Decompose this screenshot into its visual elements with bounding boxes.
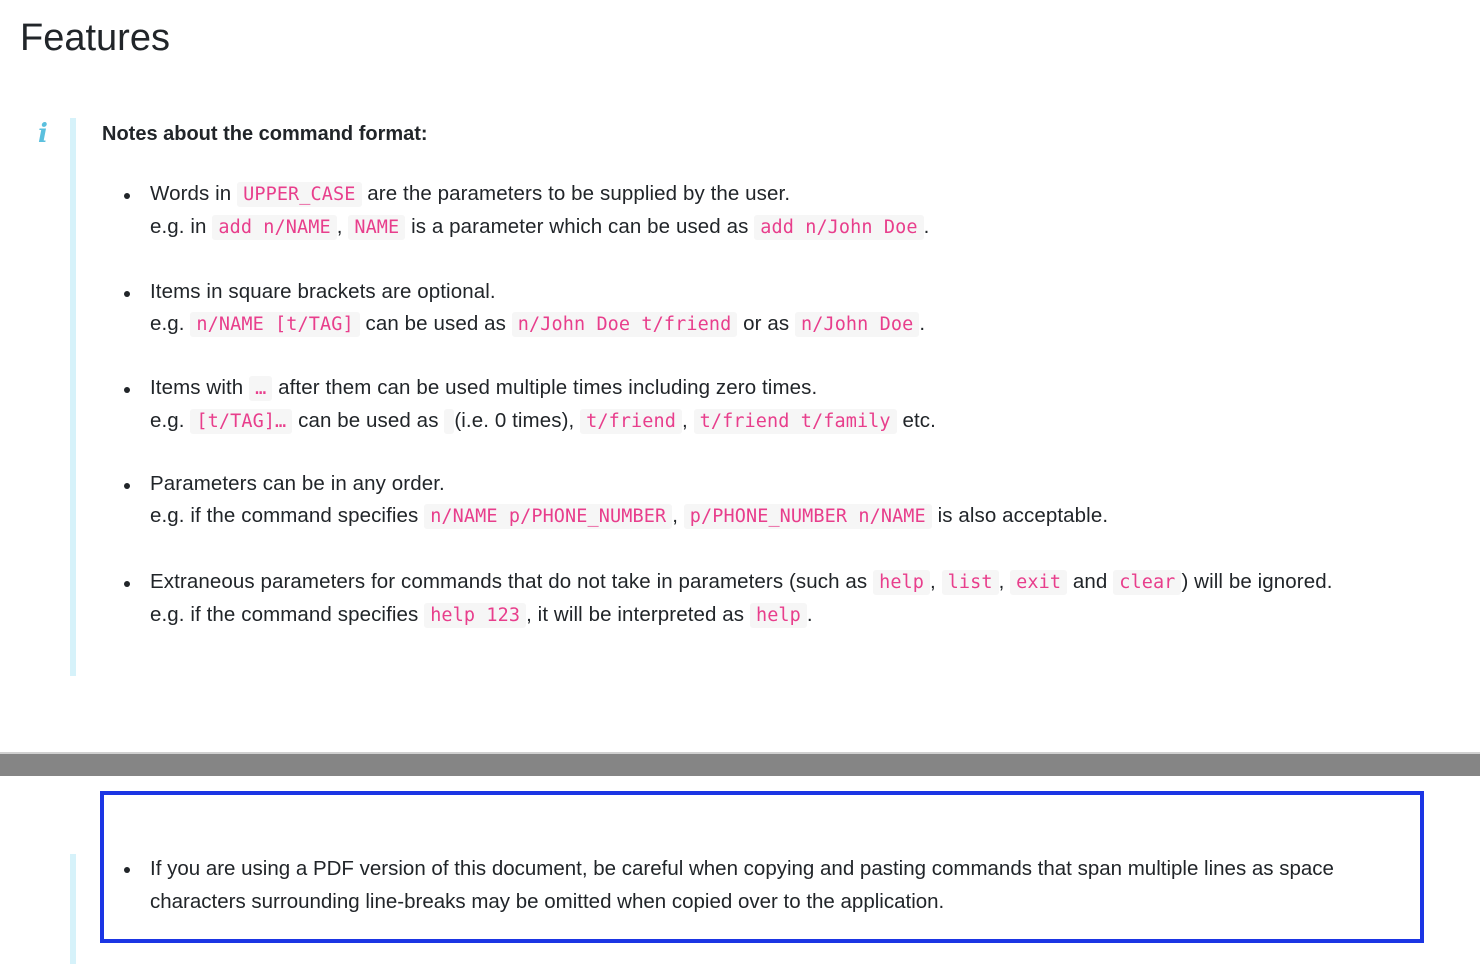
code-snippet: exit — [1010, 570, 1067, 595]
code-snippet: list — [942, 570, 999, 595]
text: and — [1067, 570, 1114, 593]
text: are the parameters to be supplied by the user. — [361, 182, 791, 205]
text: e.g. if the command specifies — [150, 504, 425, 527]
code-snippet: NAME — [348, 215, 405, 240]
list-item — [150, 276, 1420, 372]
text: or as — [737, 312, 795, 335]
text: e.g. in — [150, 215, 213, 238]
text: Words in — [150, 182, 238, 205]
text: is also acceptable. — [931, 504, 1109, 527]
page-title: Features — [20, 17, 170, 59]
text: can be used as — [359, 312, 512, 335]
text: , — [998, 570, 1011, 593]
list-item — [150, 178, 1420, 276]
code-snippet: … — [249, 376, 272, 401]
text: , — [336, 215, 349, 238]
text: after them can be used multiple times including zero times. — [272, 376, 818, 399]
code-snippet: t/friend t/family — [694, 409, 897, 434]
code-snippet: help — [873, 570, 930, 595]
text: Parameters can be in any order. — [150, 472, 445, 495]
text: Items with — [150, 376, 250, 399]
code-snippet: clear — [1113, 570, 1181, 595]
text: is a parameter which can be used as — [405, 215, 755, 238]
code-snippet: t/friend — [580, 409, 682, 434]
pdf-note-list-item: If you are using a PDF version of this document, be careful when copying and pasting commands that span multiple lines as space characters surrounding line-breaks may be omitted when copied over to the application. — [150, 852, 1412, 918]
code-snippet: [t/TAG]… — [190, 409, 292, 434]
text: e.g. if the command specifies — [150, 603, 425, 626]
code-snippet: help — [750, 603, 807, 628]
code-snippet: n/John Doe t/friend — [512, 312, 738, 337]
page-break-divider — [0, 752, 1480, 776]
list-item — [150, 468, 1420, 566]
text: , — [930, 570, 942, 593]
text: . — [923, 215, 930, 238]
code-snippet: help 123 — [424, 603, 526, 628]
text: (i.e. 0 times), — [454, 409, 581, 432]
text: , it will be interpreted as — [526, 603, 750, 626]
notes-heading: Notes about the command format: — [102, 123, 428, 145]
text: . — [806, 603, 813, 626]
callout-border — [70, 118, 76, 676]
text: e.g. — [150, 409, 191, 432]
code-snippet: n/John Doe — [795, 312, 919, 337]
text: Items in square brackets are optional. — [150, 280, 496, 303]
code-snippet: p/PHONE_NUMBER n/NAME — [684, 504, 932, 529]
list-item — [150, 372, 1420, 468]
text: Extraneous parameters for commands that do not take in parameters (such as — [150, 570, 874, 593]
list-item — [150, 566, 1420, 632]
text: , — [672, 504, 684, 527]
info-icon: i — [38, 119, 48, 149]
text: ) will be ignored. — [1181, 570, 1333, 593]
code-snippet-empty — [444, 409, 454, 434]
text: e.g. — [150, 312, 191, 335]
code-snippet: n/NAME p/PHONE_NUMBER — [424, 504, 672, 529]
text: etc. — [896, 409, 936, 432]
code-snippet: n/NAME [t/TAG] — [190, 312, 359, 337]
text: . — [919, 312, 926, 335]
code-snippet: add n/NAME — [212, 215, 336, 240]
code-snippet: UPPER_CASE — [237, 182, 361, 207]
callout-border — [70, 854, 76, 964]
code-snippet: add n/John Doe — [754, 215, 923, 240]
notes-list — [150, 178, 1420, 632]
text: can be used as — [292, 409, 445, 432]
text: , — [682, 409, 694, 432]
